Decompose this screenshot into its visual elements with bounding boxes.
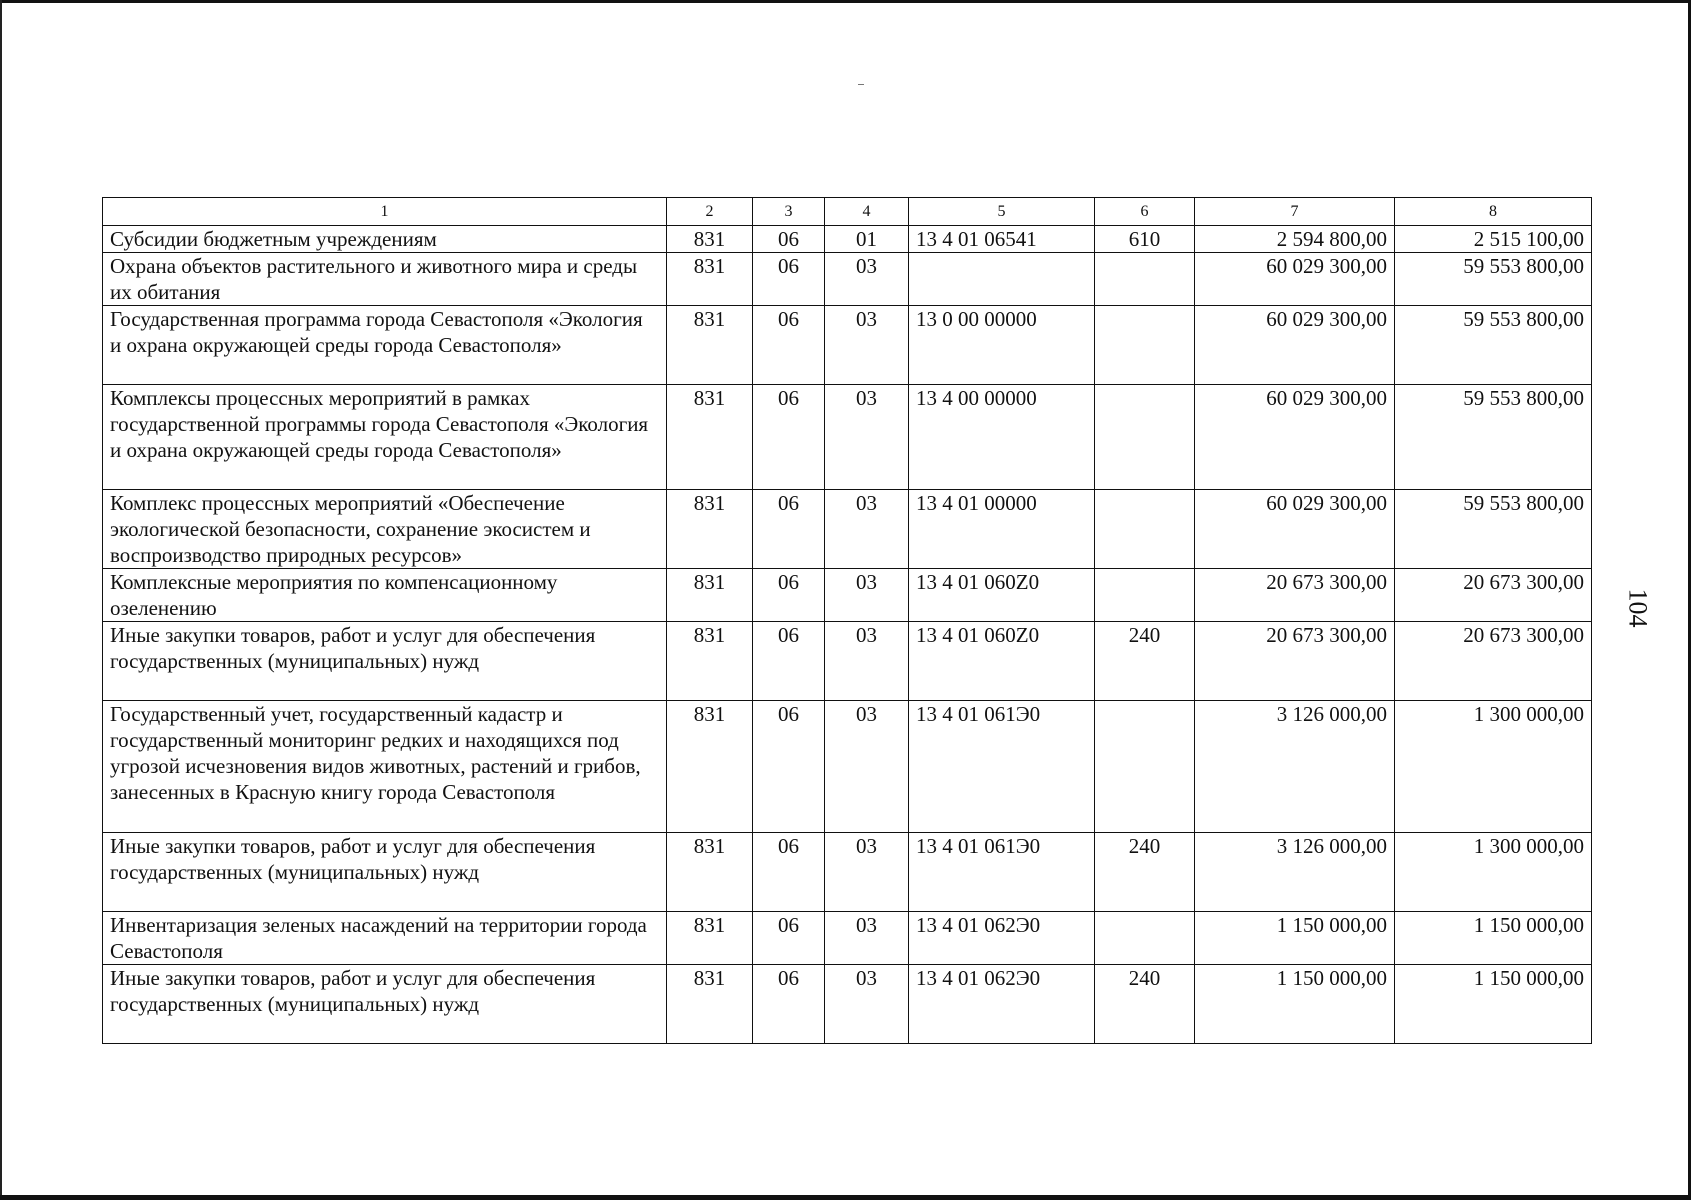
amount-col8: 20 673 300,00 <box>1395 622 1592 701</box>
target-item-code <box>909 253 1095 306</box>
header-cell: 5 <box>909 198 1095 226</box>
table-row <box>103 306 1592 385</box>
expense-type-code <box>1095 912 1195 965</box>
table-row <box>103 622 1592 701</box>
budget-table <box>102 197 1592 1044</box>
subsection-code: 03 <box>825 912 909 965</box>
section-code: 06 <box>753 253 825 306</box>
scan-speck <box>858 84 864 85</box>
amount-col7: 3 126 000,00 <box>1195 701 1395 833</box>
target-item-code: 13 4 01 061Э0 <box>909 833 1095 912</box>
section-code: 06 <box>753 912 825 965</box>
expense-type-code: 240 <box>1095 622 1195 701</box>
expense-type-code <box>1095 701 1195 833</box>
amount-col8: 59 553 800,00 <box>1395 306 1592 385</box>
header-cell: 4 <box>825 198 909 226</box>
amount-col7: 1 150 000,00 <box>1195 912 1395 965</box>
subsection-code: 03 <box>825 253 909 306</box>
section-code: 06 <box>753 833 825 912</box>
amount-col7: 60 029 300,00 <box>1195 385 1395 490</box>
header-cell: 8 <box>1395 198 1592 226</box>
subsection-code: 01 <box>825 226 909 253</box>
grbs-code: 831 <box>667 701 753 833</box>
amount-col7: 60 029 300,00 <box>1195 253 1395 306</box>
grbs-code: 831 <box>667 912 753 965</box>
table-header-row <box>103 198 1592 226</box>
section-code: 06 <box>753 965 825 1044</box>
grbs-code: 831 <box>667 306 753 385</box>
table-row <box>103 385 1592 490</box>
subsection-code: 03 <box>825 701 909 833</box>
amount-col8: 59 553 800,00 <box>1395 253 1592 306</box>
section-code: 06 <box>753 490 825 569</box>
header-cell: 1 <box>103 198 667 226</box>
amount-col8: 1 150 000,00 <box>1395 912 1592 965</box>
row-name: Комплекс процессных мероприятий «Обеспечение экологической безопасности, сохранение экосистем и воспроизводство природных ресурсов» <box>103 490 667 569</box>
target-item-code: 13 4 01 060Z0 <box>909 622 1095 701</box>
section-code: 06 <box>753 306 825 385</box>
section-code: 06 <box>753 226 825 253</box>
amount-col8: 1 300 000,00 <box>1395 701 1592 833</box>
amount-col8: 1 300 000,00 <box>1395 833 1592 912</box>
table-row <box>103 569 1592 622</box>
row-name: Инвентаризация зеленых насаждений на территории города Севастополя <box>103 912 667 965</box>
row-name: Иные закупки товаров, работ и услуг для обеспечения государственных (муниципальных) нужд <box>103 965 667 1044</box>
subsection-code: 03 <box>825 833 909 912</box>
amount-col7: 2 594 800,00 <box>1195 226 1395 253</box>
table-row <box>103 833 1592 912</box>
target-item-code: 13 0 00 00000 <box>909 306 1095 385</box>
table-row <box>103 701 1592 833</box>
grbs-code: 831 <box>667 385 753 490</box>
expense-type-code: 610 <box>1095 226 1195 253</box>
row-name: Субсидии бюджетным учреждениям <box>103 226 667 253</box>
expense-type-code <box>1095 385 1195 490</box>
table-row <box>103 253 1592 306</box>
grbs-code: 831 <box>667 833 753 912</box>
target-item-code: 13 4 01 062Э0 <box>909 912 1095 965</box>
section-code: 06 <box>753 701 825 833</box>
subsection-code: 03 <box>825 490 909 569</box>
section-code: 06 <box>753 569 825 622</box>
expense-type-code <box>1095 569 1195 622</box>
amount-col7: 20 673 300,00 <box>1195 569 1395 622</box>
section-code: 06 <box>753 622 825 701</box>
row-name: Иные закупки товаров, работ и услуг для обеспечения государственных (муниципальных) нужд <box>103 622 667 701</box>
target-item-code: 13 4 00 00000 <box>909 385 1095 490</box>
amount-col7: 1 150 000,00 <box>1195 965 1395 1044</box>
row-name: Охрана объектов растительного и животного мира и среды их обитания <box>103 253 667 306</box>
subsection-code: 03 <box>825 306 909 385</box>
amount-col8: 2 515 100,00 <box>1395 226 1592 253</box>
subsection-code: 03 <box>825 622 909 701</box>
expense-type-code <box>1095 306 1195 385</box>
scan-edge-bottom <box>0 1195 1691 1200</box>
grbs-code: 831 <box>667 569 753 622</box>
expense-type-code: 240 <box>1095 965 1195 1044</box>
subsection-code: 03 <box>825 385 909 490</box>
section-code: 06 <box>753 385 825 490</box>
row-name: Комплексы процессных мероприятий в рамках государственной программы города Севастополя «Экология и охрана окружающей среды города Севастополя» <box>103 385 667 490</box>
scan-edge-top <box>0 0 1691 3</box>
grbs-code: 831 <box>667 965 753 1044</box>
table-row <box>103 226 1592 253</box>
amount-col8: 20 673 300,00 <box>1395 569 1592 622</box>
target-item-code: 13 4 01 00000 <box>909 490 1095 569</box>
amount-col8: 59 553 800,00 <box>1395 490 1592 569</box>
expense-type-code: 240 <box>1095 833 1195 912</box>
grbs-code: 831 <box>667 226 753 253</box>
target-item-code: 13 4 01 061Э0 <box>909 701 1095 833</box>
header-cell: 6 <box>1095 198 1195 226</box>
page-number: 104 <box>1623 588 1653 628</box>
amount-col7: 60 029 300,00 <box>1195 306 1395 385</box>
amount-col7: 60 029 300,00 <box>1195 490 1395 569</box>
table-row <box>103 490 1592 569</box>
header-cell: 2 <box>667 198 753 226</box>
row-name: Комплексные мероприятия по компенсационному озеленению <box>103 569 667 622</box>
amount-col8: 59 553 800,00 <box>1395 385 1592 490</box>
scan-edge-left <box>0 0 2 1200</box>
target-item-code: 13 4 01 062Э0 <box>909 965 1095 1044</box>
target-item-code: 13 4 01 060Z0 <box>909 569 1095 622</box>
row-name: Государственная программа города Севастополя «Экология и охрана окружающей среды города Севастополя» <box>103 306 667 385</box>
row-name: Иные закупки товаров, работ и услуг для обеспечения государственных (муниципальных) нужд <box>103 833 667 912</box>
table-row <box>103 965 1592 1044</box>
table-row <box>103 912 1592 965</box>
row-name: Государственный учет, государственный кадастр и государственный мониторинг редких и находящихся под угрозой исчезновения видов животных, растений и грибов, занесенных в Красную книгу города Севастополя <box>103 701 667 833</box>
expense-type-code <box>1095 490 1195 569</box>
subsection-code: 03 <box>825 569 909 622</box>
expense-type-code <box>1095 253 1195 306</box>
header-cell: 7 <box>1195 198 1395 226</box>
amount-col7: 20 673 300,00 <box>1195 622 1395 701</box>
grbs-code: 831 <box>667 622 753 701</box>
target-item-code: 13 4 01 06541 <box>909 226 1095 253</box>
amount-col8: 1 150 000,00 <box>1395 965 1592 1044</box>
header-cell: 3 <box>753 198 825 226</box>
amount-col7: 3 126 000,00 <box>1195 833 1395 912</box>
grbs-code: 831 <box>667 253 753 306</box>
subsection-code: 03 <box>825 965 909 1044</box>
grbs-code: 831 <box>667 490 753 569</box>
